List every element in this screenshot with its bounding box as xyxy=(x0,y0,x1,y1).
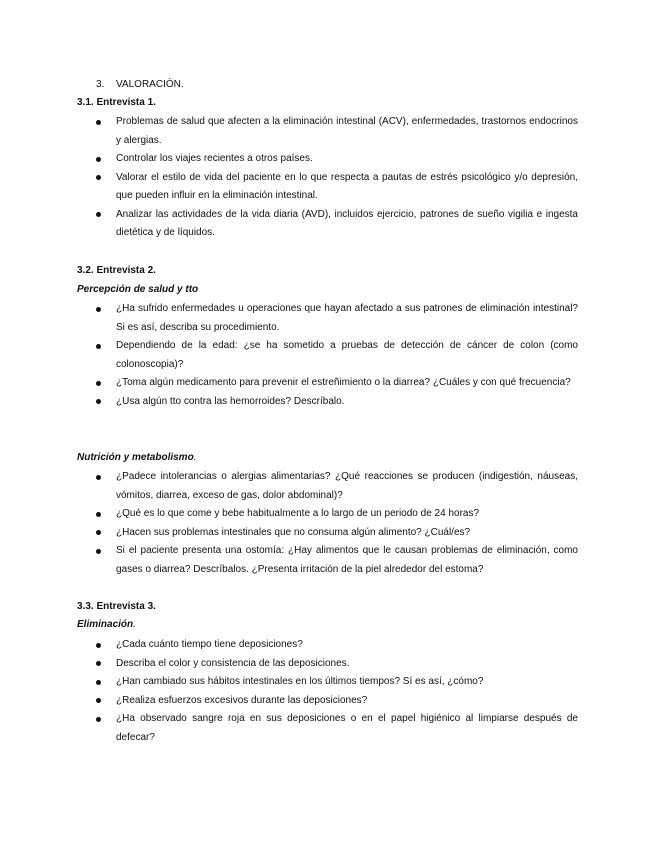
list-item: Valorar el estilo de vida del paciente en lo que respecta a pautas de estrés psicológico y/o depresión, que pueden influir en la eliminación intestinal. xyxy=(0,169,655,206)
bullet-icon xyxy=(96,680,101,685)
bullet-icon xyxy=(96,381,101,386)
bullet-icon xyxy=(96,344,101,349)
section-title-3-3: 3.3. Entrevista 3. xyxy=(77,601,156,612)
list-item: ¿Cada cuánto tiempo tiene deposiciones? xyxy=(0,636,655,655)
list-item: ¿Ha sufrido enfermedades u operaciones que hayan afectado a sus patrones de eliminación intestinal? Si es así, describa su procedimiento. xyxy=(0,300,655,337)
bullet-icon xyxy=(96,307,101,312)
subsection-title-eliminacion: Eliminación. xyxy=(77,619,136,630)
list-item: Analizar las actividades de la vida diaria (AVD), incluidos ejercicio, patrones de sueño vigilia e ingesta dietética y de líquidos. xyxy=(0,206,655,243)
bullet-icon xyxy=(96,475,101,480)
list-item: ¿Qué es lo que come y bebe habitualmente a lo largo de un periodo de 24 horas? xyxy=(0,505,655,524)
section-title-3-2: 3.2. Entrevista 2. xyxy=(77,265,156,276)
bullet-icon xyxy=(96,549,101,554)
subsection-title-nutricion: Nutrición y metabolismo. xyxy=(77,452,197,463)
bullet-icon xyxy=(96,399,101,404)
list-item: ¿Usa algún tto contra las hemorroides? Descríbalo. xyxy=(0,393,655,412)
section-3-1-list xyxy=(0,113,655,243)
list-item: ¿Toma algún medicamento para prevenir el estreñimiento o la diarrea? ¿Cuáles y con qué frecuencia? xyxy=(0,374,655,393)
subsection-title-percepcion: Percepción de salud y tto xyxy=(77,284,199,295)
list-item: ¿Han cambiado sus hábitos intestinales en los últimos tiempos? Sí es así, ¿cómo? xyxy=(0,673,655,692)
list-item: Dependiendo de la edad: ¿se ha sometido a pruebas de detección de cáncer de colon (como colonoscopia)? xyxy=(0,337,655,374)
list-item: Problemas de salud que afecten a la eliminación intestinal (ACV), enfermedades, trastornos endocrinos y alergias. xyxy=(0,113,655,150)
section-title-3-1: 3.1. Entrevista 1. xyxy=(77,97,156,108)
bullet-icon xyxy=(96,643,101,648)
list-item: ¿Hacen sus problemas intestinales que no consuma algún alimento? ¿Cuál/es? xyxy=(0,524,655,543)
list-item: Describa el color y consistencia de las deposiciones. xyxy=(0,655,655,674)
bullet-icon xyxy=(96,212,101,217)
list-item: ¿Ha observado sangre roja en sus deposiciones o en el papel higiénico al limpiarse después de defecar? xyxy=(0,710,655,747)
main-heading-number: 3. xyxy=(96,79,105,90)
bullet-icon xyxy=(96,698,101,703)
bullet-icon xyxy=(96,717,101,722)
list-item: ¿Padece intolerancias o alergias alimentarias? ¿Qué reacciones se producen (indigestión, náuseas, vómitos, diarrea, exceso de gas, dolor abdominal)? xyxy=(0,468,655,505)
main-heading-label: VALORACIÓN. xyxy=(116,79,184,90)
main-heading xyxy=(96,78,184,92)
bullet-icon xyxy=(96,175,101,180)
subsection-nutricion-list xyxy=(0,468,655,579)
bullet-icon xyxy=(96,512,101,517)
subsection-percepcion-list xyxy=(0,300,655,411)
bullet-icon xyxy=(96,157,101,162)
subsection-eliminacion-list xyxy=(0,636,655,747)
list-item: Si el paciente presenta una ostomía: ¿Hay alimentos que le causan problemas de eliminación, como gases o diarrea? Descríbalos. ¿Presenta irritación de la piel alrededor del estoma? xyxy=(0,542,655,579)
list-item: Controlar los viajes recientes a otros países. xyxy=(0,150,655,169)
list-item: ¿Realiza esfuerzos excesivos durante las deposiciones? xyxy=(0,692,655,711)
bullet-icon xyxy=(96,661,101,666)
bullet-icon xyxy=(96,120,101,125)
bullet-icon xyxy=(96,530,101,535)
